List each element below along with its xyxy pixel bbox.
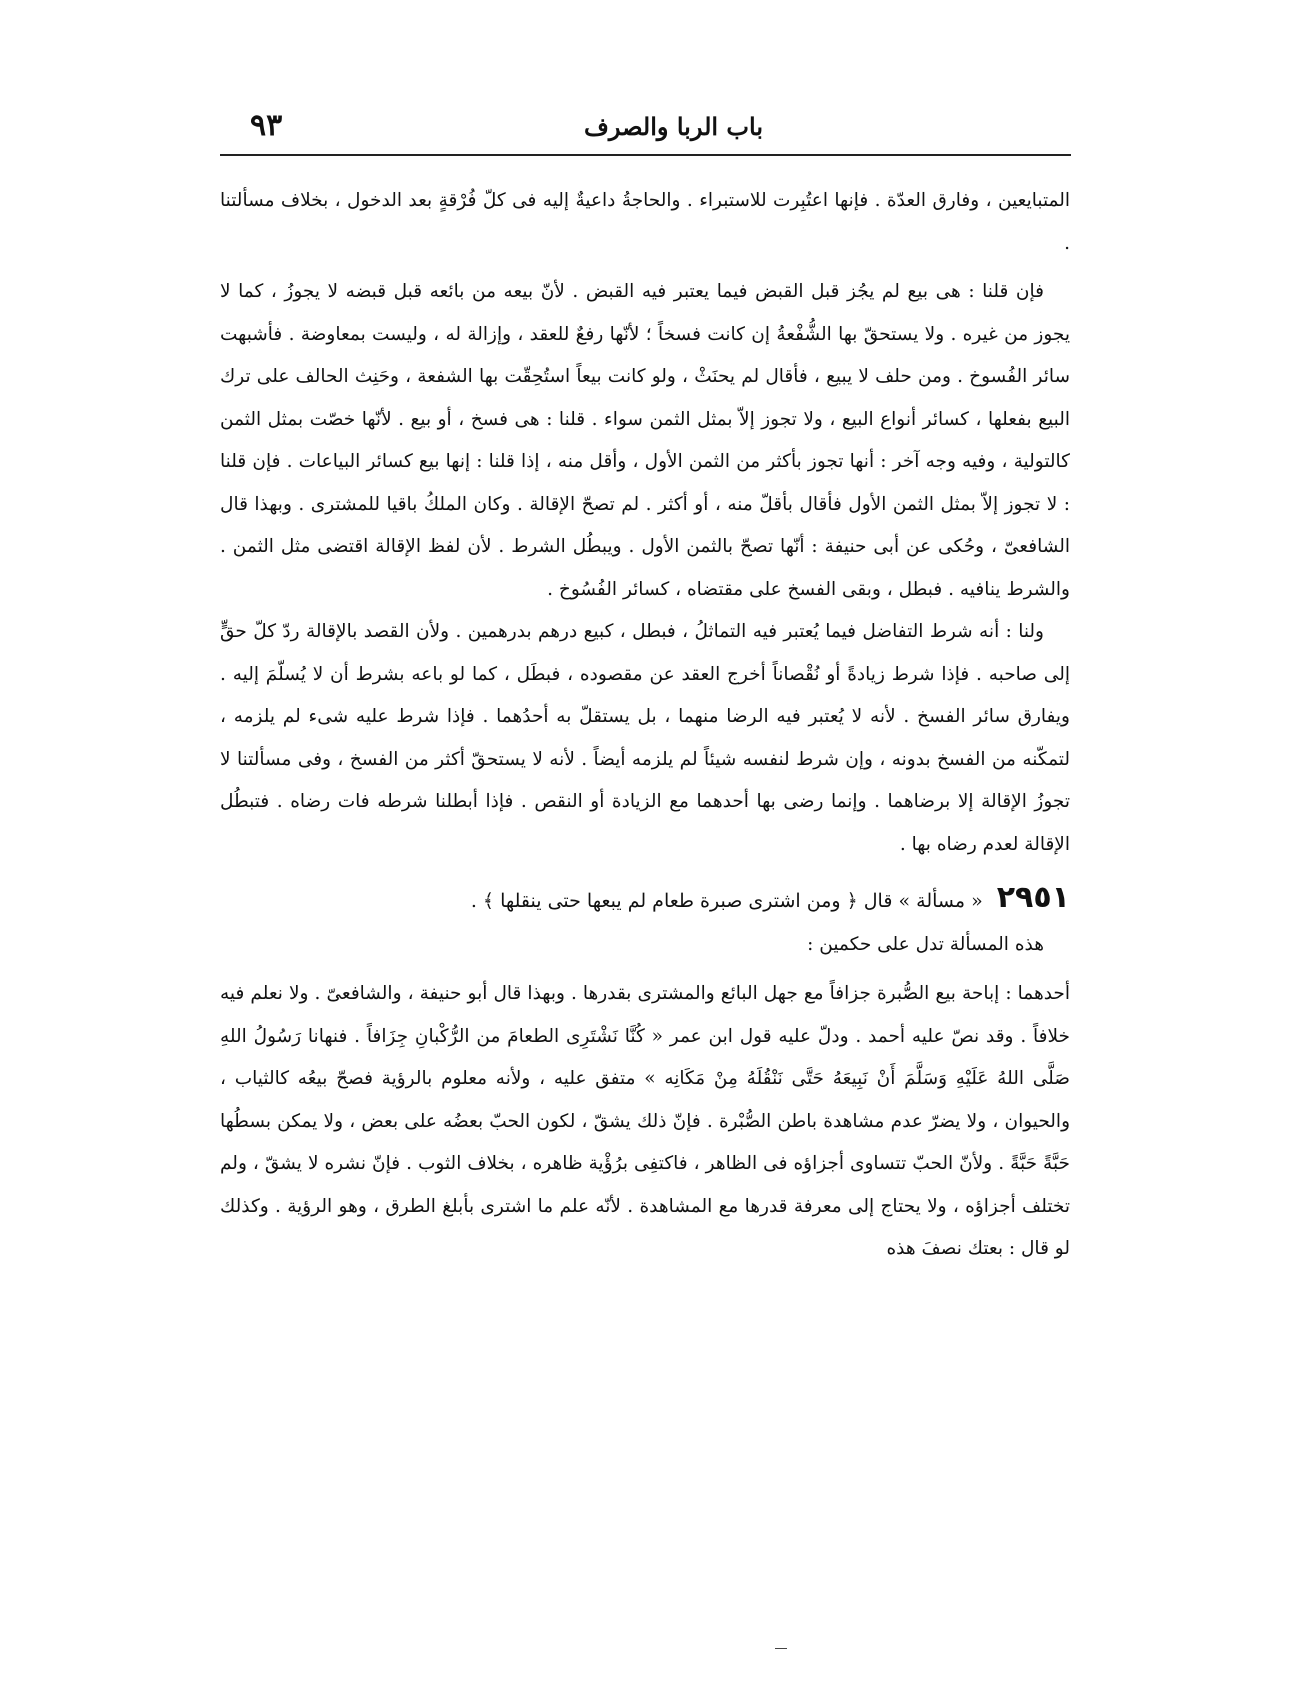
- subheading: هذه المسألة تدل على حكمين :: [807, 934, 1044, 955]
- issue-number: ٢٩٥١: [996, 880, 1070, 915]
- page-number: ٩٣: [250, 108, 283, 143]
- paragraph-continuation: المتبايعين ، وفارق العدّة . فإنها اعتُبِرت للاستبراء . والحاجةُ داعيةٌ إليه فى كلّ فُرْقةٍ بعد الدخول ، بخلاف مسألتنا .: [220, 190, 1070, 254]
- paragraph-final: أحدهما : إباحة بيع الصُّبرة جزافاً مع جهل البائع والمشترى بقدرها . وبهذا قال أبو حنيفة ، والشافعىّ . ولا نعلم فيه خلافاً . وقد نصّ عليه أحمد . ودلّ عليه قول ابن عمر « كُنَّا نَشْتَرِى الطعامَ من الرُّكْبانِ جِزَافاً . فنهانا رَسُولُ اللهِ صَلَّى اللهُ عَلَيْهِ وَسَلَّمَ أَنْ نَبِيعَهُ حَتَّى نَنْقُلَهُ مِنْ مَكَانِه » متفق عليه ، ولأنه معلوم بالرؤية فصحّ بيعُه كالثياب ، والحيوان ، ولا يضرّ عدم مشاهدة باطن الصُّبْرة . فإنّ ذلك يشقّ ، لكون الحبّ بعضُه على بعض ، ولا يمكن بسطُها حَبَّةً حَبَّةً . ولأنّ الحبّ تتساوى أجزاؤه فى الظاهر ، فاكتفِى برُؤْية ظاهره ، بخلاف الثوب . فإنّ نشره لا يشقّ ، ولم تختلف أجزاؤه ، ولا يحتاج إلى معرفة قدرها مع المشاهدة . لأنّه علم ما اشترى بأبلغ الطرق ، وهو الرؤية . وكذلك لو قال : بعتك نصفَ هذه: [220, 983, 1070, 1259]
- paragraph-walana: ولنا : أنه شرط التفاضل فيما يُعتبر فيه التماثلُ ، فبطل ، كبيع درهم بدرهمين . ولأن القصد بالإقالة ردّ كلّ حقٍّ إلى صاحبه . فإذا شرط زيادةً أو نُقْصاناً أخرج العقد عن مقصوده ، فبطَل ، كما لو باعه بشرط أن لا يُسلّمَ إليه . ويفارق سائر الفسخ . لأنه لا يُعتبر فيه الرضا منهما ، بل يستقلّ به أحدُهما . فإذا شرط عليه شىء لم يلزمه ، لتمكّنه من الفسخ بدونه ، وإن شرط لنفسه شيئاً لم يلزمه أيضاً . لأنه لا يستحقّ أكثر من الفسخ ، وفى مسألتنا لا تجوزُ الإقالة إلا برضاهما . وإنما رضى بها أحدهما مع الزيادة أو النقص . فإذا أبطلنا شرطه فات رضاه . فتبطُل الإقالة لعدم رضاه بها .: [220, 621, 1070, 855]
- issue-text: « مسألة » قال ﴿ ومن اشترى صبرة طعام لم يبعها حتى ينقلها ﴾ .: [470, 890, 983, 912]
- header-rule: [220, 154, 1071, 156]
- footer-mark: [775, 1648, 787, 1649]
- paragraph-iqala-fasakh: فإن قلنا : هى بيع لم يجُز قبل القبض فيما يعتبر فيه القبض . لأنّ بيعه من بائعه قبل قبضه لا يجوزُ ، كما لا يجوز من غيره . ولا يستحقّ بها الشُّفْعةُ إن كانت فسخاً ؛ لأنّها رفعٌ للعقد ، وإزالة له ، وليست بمعاوضة . فأشبهت سائر الفُسوخ . ومن حلف لا يبيع ، فأقال لم يحنَثْ ، ولو كانت بيعاً استُحِقّت بها الشفعة ، وحَنِث الحالف على ترك البيع بفعلها ، كسائر أنواع البيع ، ولا تجوز إلاّ بمثل الثمن سواء . قلنا : هى فسخ ، أو بيع . لأنّها خصّت بمثل الثمن كالتولية ، وفيه وجه آخر : أنها تجوز بأكثر من الثمن الأول ، وأقل منه ، إذا قلنا : إنها بيع كسائر البياعات . فإن قلنا : لا تجوز إلاّ بمثل الثمن الأول فأقال بأقلّ منه ، أو أكثر . لم تصحّ الإقالة . وكان الملكُ باقيا للمشترى . وبهذا قال الشافعىّ ، وحُكى عن أبى حنيفة : أنّها تصحّ بالثمن الأول . ويبطُل الشرط . لأن لفظ الإقالة اقتضى مثل الثمن . والشرط ينافيه . فبطل ، وبقى الفسخ على مقتضاه ، كسائر الفُسُوخ .: [220, 281, 1070, 600]
- page-body: [220, 180, 1070, 1271]
- issue-heading: [220, 876, 1070, 923]
- chapter-title: باب الربا والصرف: [583, 112, 763, 141]
- running-header: [218, 108, 1068, 152]
